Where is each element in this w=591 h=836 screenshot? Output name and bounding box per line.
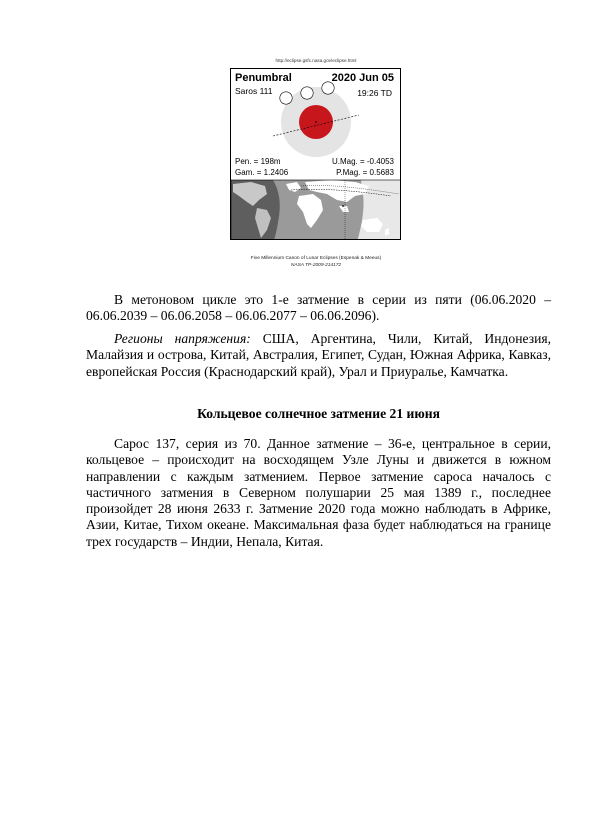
- figure-source-url: http://eclipse.gsfc.nasa.gov/eclipse.html: [275, 58, 357, 63]
- time-label: 19:26 TD: [357, 88, 392, 98]
- gamma-label: Gam. = 1.2406: [235, 168, 289, 177]
- moon-position-2: [301, 87, 313, 99]
- umbral-magnitude-label: U.Mag. = -0.4053: [331, 157, 394, 166]
- penumbral-magnitude-label: P.Mag. = 0.5683: [336, 168, 394, 177]
- paragraph-annular-text: Сарос 137, серия из 70. Данное затмение – 36-е, центральное в серии, кольцевое – происходит на восходящем Узле Луны и движется в южном направлении с каждым затмением. Первое затмение сароса началось с частичного затмения в Северном полушарии 25 мая 1389 г., последнее произойдет 28 июня 2633 г. Затмение 2020 года можно наблюдать в Африке, Азии, Китае, Тихом океане. Максимальная фаза будет наблюдаться на границе трех государств – Индии, Непала, Китая.: [86, 436, 551, 549]
- figure-caption-id: NASA TP-2009-214172: [290, 263, 342, 268]
- regions-text: США, Аргентина, Чили, Китай, Индонезия, Малайзия и острова, Китай, Австралия, Египет, Судан, Южная Африка, Кавказ, европейская Россия (Краснодарский край), Урал и Приуралье, Камчатка.: [86, 331, 551, 379]
- paragraph-annular-eclipse: [86, 436, 551, 550]
- moon-position-3: [322, 82, 334, 94]
- world-map: [231, 180, 401, 240]
- paragraph-metonic-cycle: [86, 292, 551, 325]
- eclipse-type-label: Penumbral: [235, 72, 292, 84]
- saros-label: Saros 111: [235, 86, 273, 96]
- eclipse-diagram: [230, 68, 401, 240]
- moon-position-1: [280, 92, 292, 104]
- paragraph-metonic-text: В метоновом цикле это 1-е затмение в серии из пяти (06.06.2020 – 06.06.2039 – 06.06.2058 – 06.06.2077 – 06.06.2096).: [86, 292, 551, 324]
- section-heading: Кольцевое солнечное затмение 21 июня: [197, 406, 440, 421]
- regions-label: Регионы напряжения:: [114, 331, 251, 346]
- eclipse-geometry: [231, 69, 401, 240]
- penumbral-duration-label: Pen. = 198m: [235, 157, 281, 166]
- eclipse-date-label: 2020 Jun 05: [331, 72, 394, 84]
- figure-caption: Five Millennium Canon of Lunar Eclipses (Espenak & Meeus): [250, 256, 382, 261]
- eclipse-figure: [229, 58, 403, 272]
- paragraph-regions: [86, 331, 551, 380]
